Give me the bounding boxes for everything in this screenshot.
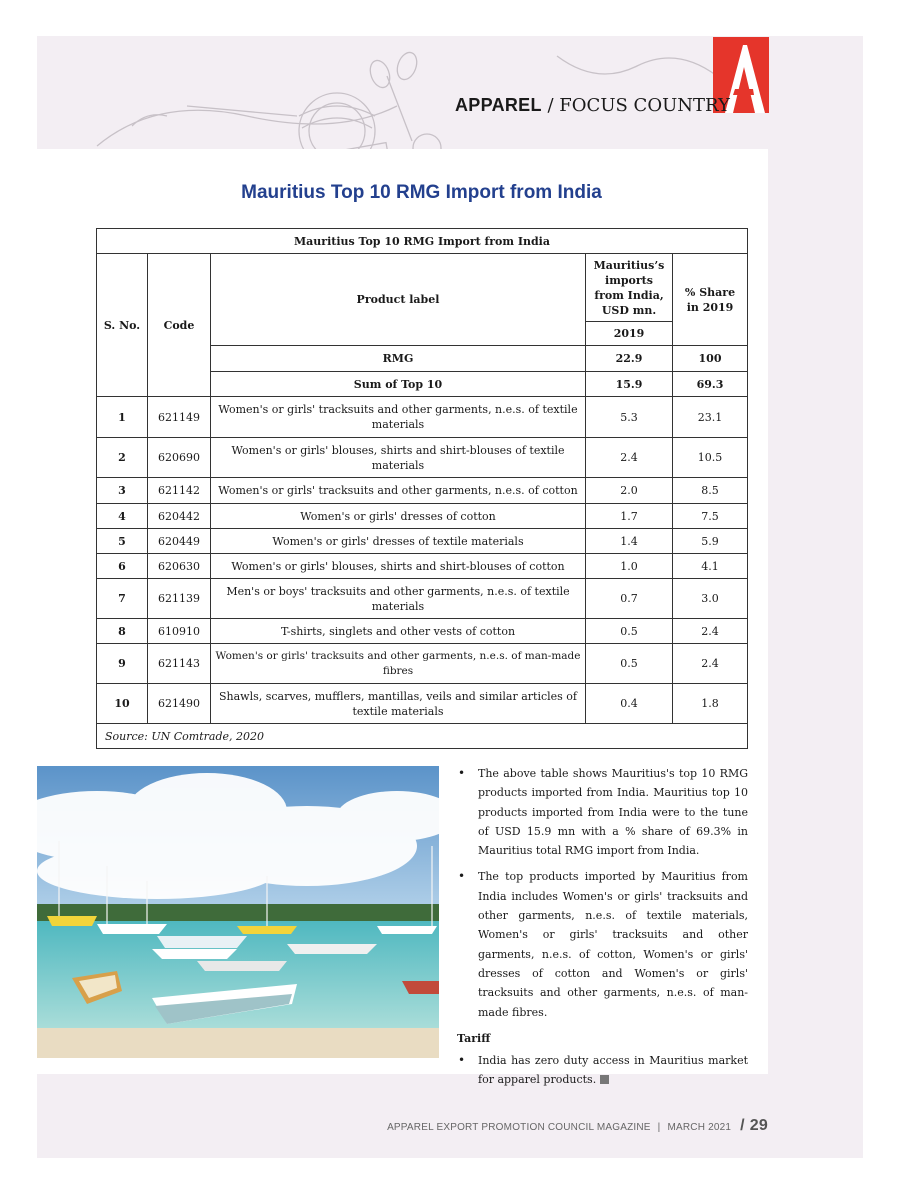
row-sno: 1 [97, 397, 148, 438]
tariff-bullet-item [457, 1051, 748, 1090]
row-sno: 5 [97, 529, 148, 554]
row-share: 2.4 [673, 619, 748, 644]
page-title: Mauritius Top 10 RMG Import from India [241, 182, 602, 203]
bullet-item: • The top products imported by Mauritius from India includes Women's or girls' tracksuits and other garments, n.e.s. of textile materials, Women's or girls' tracksuits and other garments, n.e.s. of cotton, Women's or girls' dresses of cotton and Women's or girls' tracksuits and other garments, n.e.s. of man-made fibres. [457, 867, 748, 1021]
row-value: 0.7 [586, 579, 673, 619]
row-value: 1.4 [586, 529, 673, 554]
sum-value: 15.9 [586, 372, 673, 397]
row-sno: 10 [97, 684, 148, 724]
row-share: 1.8 [673, 684, 748, 724]
table-row [97, 619, 748, 644]
table-row [97, 504, 748, 529]
row-sno: 8 [97, 619, 148, 644]
row-code: 610910 [148, 619, 211, 644]
col-header-sno: S. No. [97, 254, 148, 397]
col-header-imports: Mauritius’s imports from India, USD mn. [586, 254, 673, 322]
row-code: 621142 [148, 478, 211, 504]
row-code: 621143 [148, 644, 211, 684]
row-label: Shawls, scarves, mufflers, mantillas, veils and similar articles of textile materials [211, 684, 586, 724]
row-value: 0.5 [586, 644, 673, 684]
tariff-bullet-text: India has zero duty access in Mauritius market for apparel products. [478, 1054, 748, 1087]
header-banner [37, 36, 863, 149]
row-share: 10.5 [673, 438, 748, 478]
row-value: 0.4 [586, 684, 673, 724]
row-code: 620442 [148, 504, 211, 529]
page-number: 29 [749, 1117, 768, 1134]
footer-magazine: APPAREL EXPORT PROMOTION COUNCIL MAGAZINE [387, 1122, 651, 1133]
row-label: Women's or girls' blouses, shirts and shirt-blouses of cotton [211, 554, 586, 579]
table-source: Source: UN Comtrade, 2020 [97, 724, 748, 749]
row-label: Women's or girls' dresses of cotton [211, 504, 586, 529]
table-row [97, 684, 748, 724]
row-share: 3.0 [673, 579, 748, 619]
page-footer: APPAREL EXPORT PROMOTION COUNCIL MAGAZINE | MARCH 2021 / 29 [387, 1117, 768, 1134]
beach-boats-photo [37, 766, 439, 1058]
table-row [97, 554, 748, 579]
row-label: T-shirts, singlets and other vests of cotton [211, 619, 586, 644]
table-row [97, 529, 748, 554]
row-sno: 3 [97, 478, 148, 504]
row-sno: 6 [97, 554, 148, 579]
row-code: 621149 [148, 397, 211, 438]
row-code: 620630 [148, 554, 211, 579]
row-label: Women's or girls' tracksuits and other garments, n.e.s. of cotton [211, 478, 586, 504]
row-sno: 4 [97, 504, 148, 529]
row-share: 7.5 [673, 504, 748, 529]
col-header-share: % Share in 2019 [673, 254, 748, 346]
row-share: 8.5 [673, 478, 748, 504]
rmg-value: 22.9 [586, 346, 673, 372]
col-header-code: Code [148, 254, 211, 397]
footer-issue: MARCH 2021 [667, 1122, 732, 1133]
table-row [97, 397, 748, 438]
row-share: 4.1 [673, 554, 748, 579]
row-label: Women's or girls' tracksuits and other garments, n.e.s. of textile materials [211, 397, 586, 438]
row-code: 620690 [148, 438, 211, 478]
table-row [97, 644, 748, 684]
table-row [97, 579, 748, 619]
row-share: 5.9 [673, 529, 748, 554]
table-caption: Mauritius Top 10 RMG Import from India [97, 229, 748, 254]
row-sno: 9 [97, 644, 148, 684]
rmg-label: RMG [211, 346, 586, 372]
sum-label: Sum of Top 10 [211, 372, 586, 397]
row-label: Women's or girls' tracksuits and other garments, n.e.s. of man-made fibres [211, 644, 586, 684]
commentary [457, 764, 748, 1097]
tariff-heading: Tariff [457, 1031, 491, 1045]
end-mark-icon [600, 1075, 609, 1084]
footer-page-separator: / [740, 1117, 745, 1134]
row-code: 620449 [148, 529, 211, 554]
row-share: 23.1 [673, 397, 748, 438]
section-title-focus-country: / FOCUS COUNTRY [547, 95, 730, 116]
row-code: 621139 [148, 579, 211, 619]
row-label: Men's or boys' tracksuits and other garments, n.e.s. of textile materials [211, 579, 586, 619]
row-value: 2.4 [586, 438, 673, 478]
row-sno: 2 [97, 438, 148, 478]
row-label: Women's or girls' blouses, shirts and shirt-blouses of textile materials [211, 438, 586, 478]
section-title [455, 95, 730, 116]
import-table [96, 228, 748, 749]
beach-boats-image [37, 766, 439, 1058]
row-share: 2.4 [673, 644, 748, 684]
row-value: 1.0 [586, 554, 673, 579]
row-value: 2.0 [586, 478, 673, 504]
table-row [97, 438, 748, 478]
row-code: 621490 [148, 684, 211, 724]
bullet-item: • The above table shows Mauritius's top 10 RMG products imported from India. Mauritius top 10 products imported from India were to the tune of USD 15.9 mn with a % share of 69.3% in Mauritius total RMG import from India. [457, 764, 748, 860]
row-value: 0.5 [586, 619, 673, 644]
section-title-apparel: APPAREL [455, 95, 542, 115]
row-sno: 7 [97, 579, 148, 619]
row-value: 5.3 [586, 397, 673, 438]
row-label: Women's or girls' dresses of textile materials [211, 529, 586, 554]
col-header-year: 2019 [586, 322, 673, 346]
col-header-product: Product label [211, 254, 586, 346]
rmg-share: 100 [673, 346, 748, 372]
sum-share: 69.3 [673, 372, 748, 397]
table-row [97, 478, 748, 504]
row-value: 1.7 [586, 504, 673, 529]
